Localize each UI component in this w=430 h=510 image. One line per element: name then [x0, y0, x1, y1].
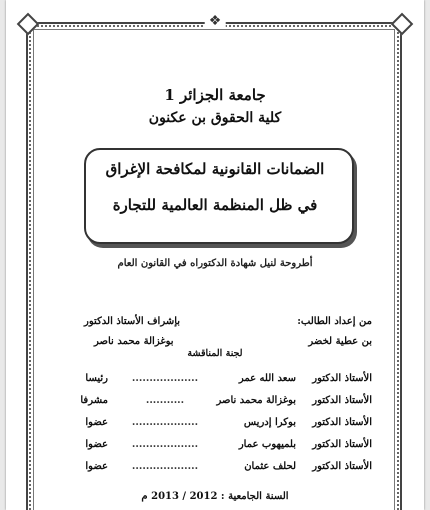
committee-name: سعد الله عمر — [238, 372, 296, 384]
committee-dots: ................... — [131, 372, 199, 384]
committee-dots: ........... — [145, 394, 185, 406]
committee-name: بوغزالة محمد ناصر — [216, 394, 296, 406]
supervisor-label: بإشراف الأستاذ الدكتور — [84, 316, 181, 327]
committee-rank: الأستاذ الدكتور — [312, 372, 372, 384]
committee-rank: الأستاذ الدكتور — [312, 394, 372, 406]
committee-role: رئيسا — [85, 372, 108, 384]
university-name: جامعة الجزائر 1 — [164, 86, 266, 104]
committee-title: لجنة المناقشة — [187, 348, 243, 359]
student-name: بن عطية لخضر — [308, 336, 372, 347]
committee-row — [58, 370, 372, 386]
committee-row — [58, 392, 372, 408]
committee-role: عضوا — [85, 438, 108, 450]
committee-row — [58, 436, 372, 452]
thesis-title-line2: في ظل المنظمة العالمية للتجارة — [112, 196, 318, 214]
faculty-name: كلية الحقوق بن عكنون — [148, 110, 282, 126]
document-page — [6, 0, 424, 510]
committee-dots: ................... — [131, 438, 199, 450]
committee-rank: الأستاذ الدكتور — [312, 460, 372, 472]
top-ornament-icon: ❖ — [205, 14, 226, 28]
committee-dots: ................... — [131, 416, 199, 428]
committee-role: عضوا — [85, 416, 108, 428]
committee-dots: ................... — [131, 460, 199, 472]
thesis-title-line1: الضمانات القانونية لمكافحة الإغراق — [105, 160, 325, 178]
committee-rank: الأستاذ الدكتور — [312, 416, 372, 428]
committee-name: بوكرا إدريس — [243, 416, 296, 428]
committee-role: عضوا — [85, 460, 108, 472]
prepared-by-label: من إعداد الطالب: — [297, 316, 372, 327]
committee-row — [58, 458, 372, 474]
committee-name: لحلف عثمان — [244, 460, 296, 472]
thesis-note: أطروحة لنيل شهادة الدكتوراه في القانون العام — [117, 258, 313, 269]
committee-role: مشرفا — [80, 394, 108, 406]
supervisor-name: بوغزالة محمد ناصر — [94, 336, 174, 347]
academic-year: السنة الجامعية : 2012 / 2013 م — [141, 491, 289, 502]
committee-name: بلميهوب عمار — [238, 438, 296, 450]
committee-rank: الأستاذ الدكتور — [312, 438, 372, 450]
committee-row — [58, 414, 372, 430]
